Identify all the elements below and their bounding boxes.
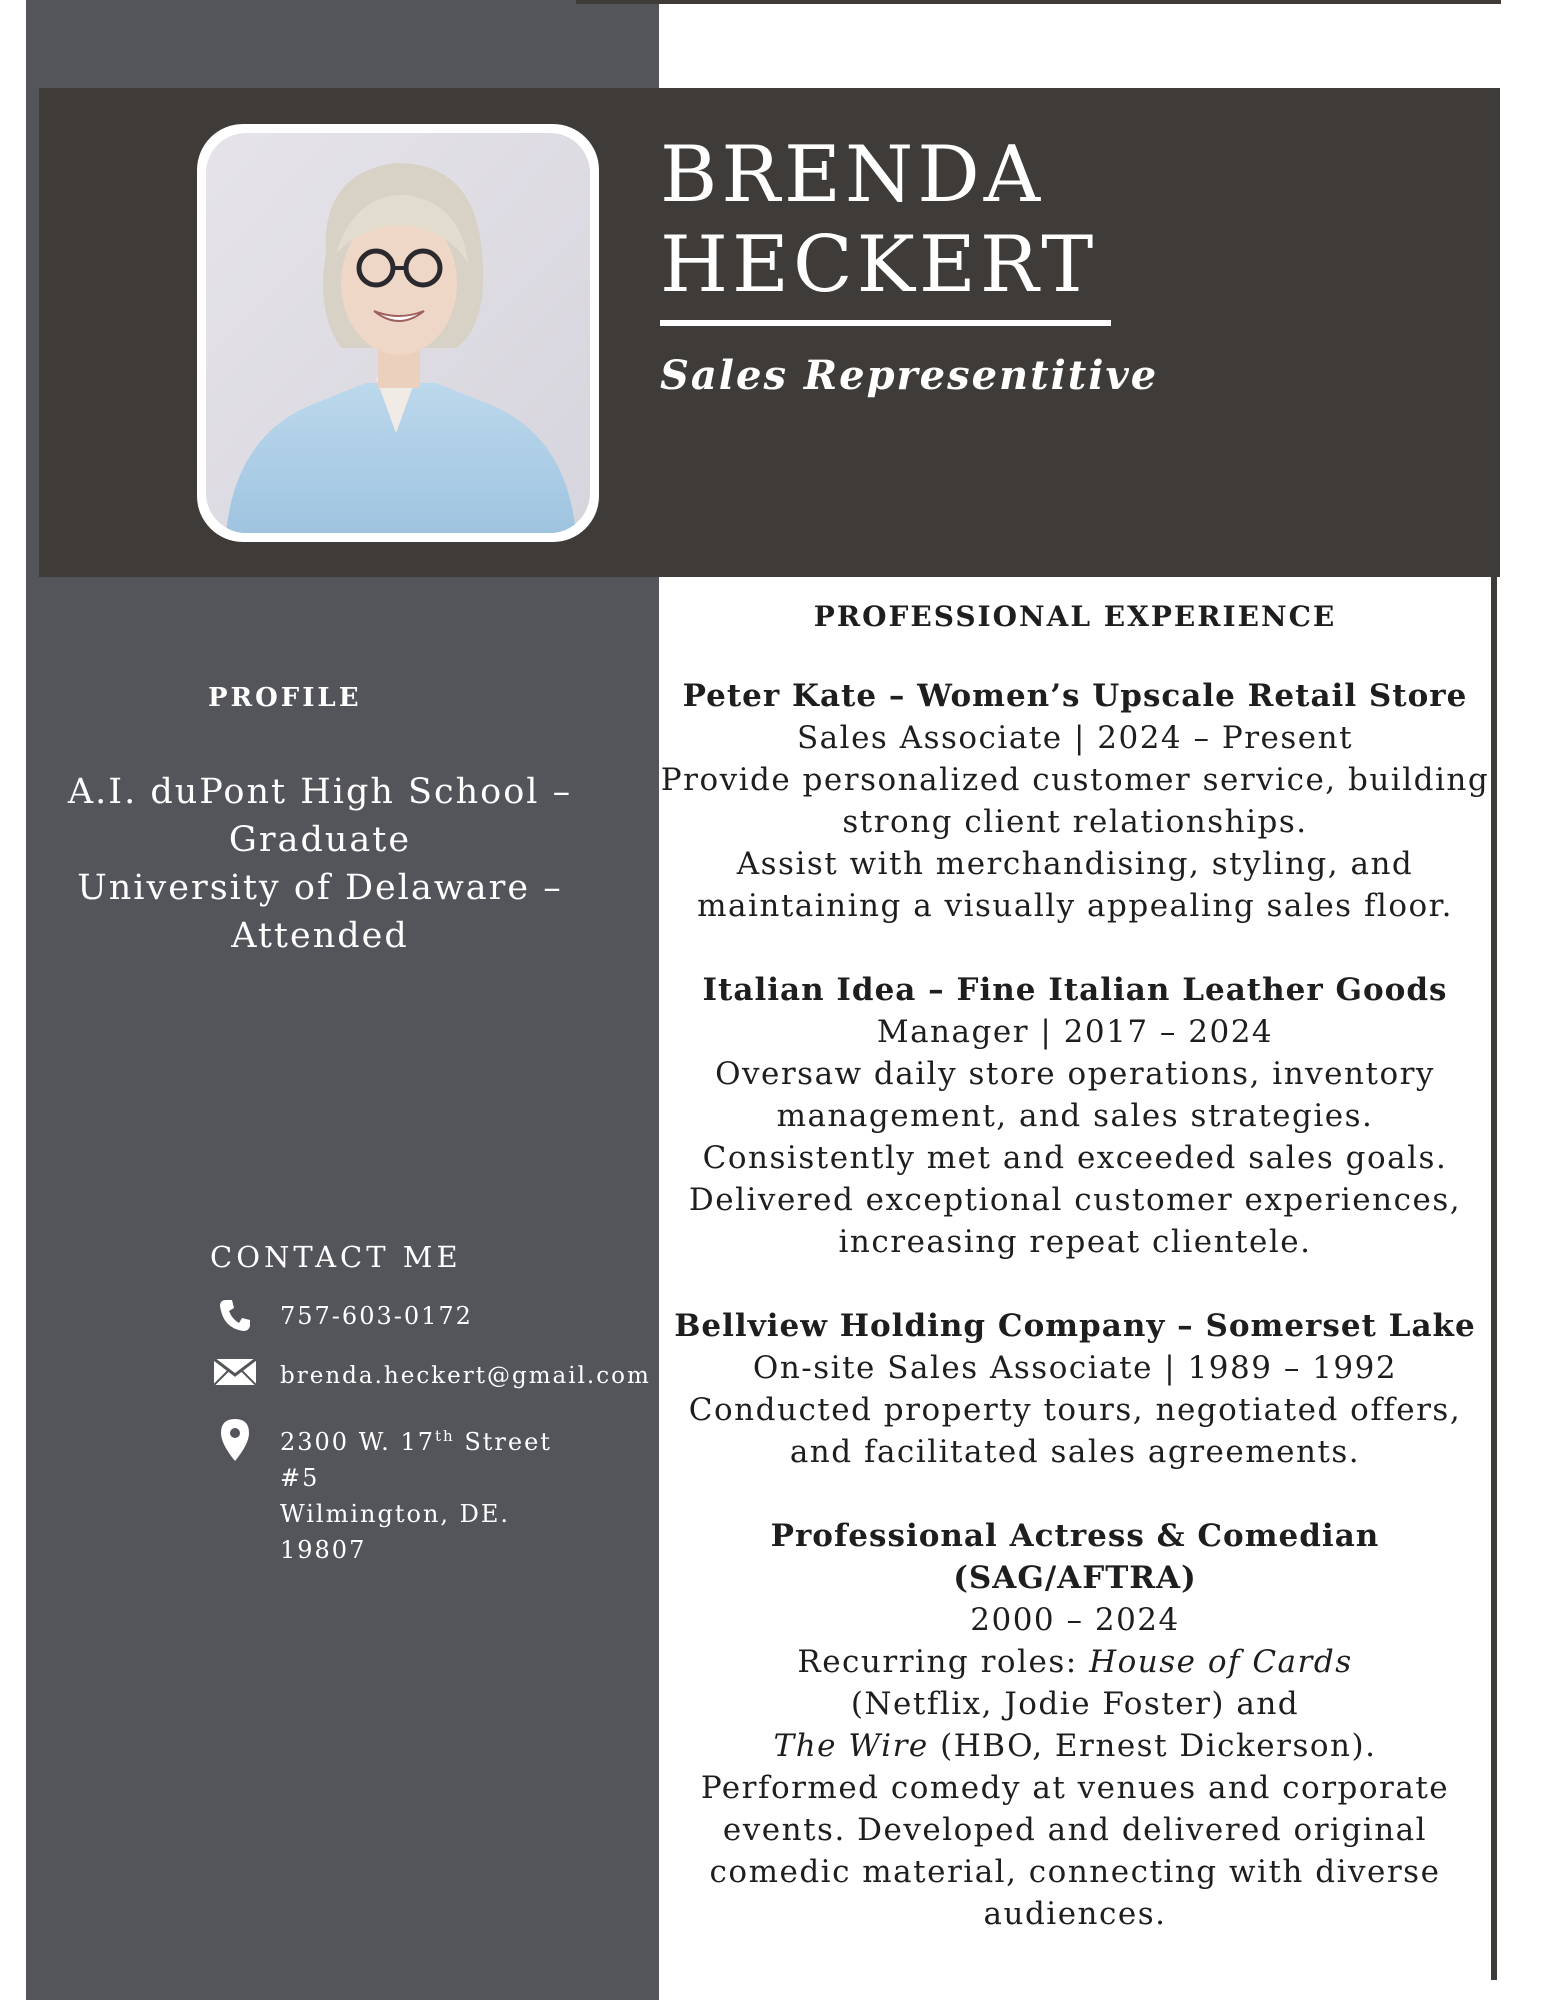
experience-section <box>660 600 1490 1977</box>
job-line: On-site Sales Associate | 1989 – 1992 <box>752 1350 1398 1386</box>
address-street: 2300 W. 17th Street <box>280 1427 552 1456</box>
job-line: Delivered exceptional customer experiences, <box>688 1182 1462 1218</box>
job-line: Provide personalized customer service, building <box>660 762 1490 798</box>
contact-email[interactable] <box>210 1358 651 1398</box>
job-line: Conducted property tours, negotiated offers, <box>688 1392 1462 1428</box>
right-rule <box>1491 575 1497 1980</box>
address-unit: #5 <box>280 1464 320 1492</box>
profile-line: University of Delaware – <box>77 868 563 908</box>
profile-line: Attended <box>231 916 409 956</box>
address-zip: 19807 <box>280 1536 367 1564</box>
profile-photo <box>206 133 590 533</box>
job-line: audiences. <box>983 1896 1167 1932</box>
show-title: The Wire <box>773 1728 929 1764</box>
address-city: Wilmington, DE. <box>280 1500 511 1528</box>
email-address[interactable]: brenda.heckert@gmail.com <box>280 1363 651 1389</box>
job-entry <box>660 1515 1490 1935</box>
job-roles-line: (Netflix, Jodie Foster) and <box>850 1686 1300 1722</box>
job-line: Assist with merchandising, styling, and <box>736 846 1414 882</box>
job-line: events. Developed and delivered original <box>722 1812 1428 1848</box>
job-employer: Peter Kate – Women’s Upscale Retail Store <box>682 678 1468 714</box>
show-title: House of Cards <box>1089 1644 1353 1680</box>
phone-number[interactable]: 757-603-0172 <box>280 1302 473 1330</box>
job-employer: Italian Idea – Fine Italian Leather Goods <box>702 972 1448 1008</box>
last-name: HECKERT <box>660 220 1098 310</box>
job-line: Sales Associate | 2024 – Present <box>796 720 1354 756</box>
map-pin-icon <box>210 1418 260 1458</box>
contact-address <box>210 1418 552 1568</box>
experience-heading: PROFESSIONAL EXPERIENCE <box>813 600 1337 633</box>
job-line: maintaining a visually appealing sales floor. <box>697 888 1453 924</box>
name-underline <box>660 320 1111 326</box>
job-line: strong client relationships. <box>842 804 1308 840</box>
job-line: management, and sales strategies. <box>776 1098 1374 1134</box>
full-name <box>660 130 1097 310</box>
profile-heading: PROFILE <box>208 683 362 713</box>
job-roles-line: The Wire (HBO, Ernest Dickerson). <box>773 1728 1377 1764</box>
profile-line: Graduate <box>228 820 412 860</box>
job-period: 2000 – 2024 <box>970 1602 1180 1638</box>
job-entry <box>660 1305 1490 1473</box>
job-entry <box>660 969 1490 1263</box>
job-line: Performed comedy at venues and corporate <box>700 1770 1450 1806</box>
job-line: Oversaw daily store operations, inventory <box>715 1056 1435 1092</box>
job-line: Consistently met and exceeded sales goals. <box>702 1140 1448 1176</box>
job-employer: Bellview Holding Company – Somerset Lake <box>674 1308 1476 1344</box>
phone-icon <box>210 1298 260 1338</box>
job-employer: Professional Actress & Comedian (SAG/AFTRA) <box>770 1518 1380 1596</box>
job-title: Sales Representitive <box>660 352 1159 399</box>
job-line: and facilitated sales agreements. <box>789 1434 1361 1470</box>
first-name: BRENDA <box>660 130 1045 220</box>
address <box>280 1418 552 1568</box>
job-line: increasing repeat clientele. <box>838 1224 1312 1260</box>
contact-phone[interactable] <box>210 1298 473 1338</box>
job-line: Manager | 2017 – 2024 <box>876 1014 1274 1050</box>
profile-text <box>40 768 600 960</box>
job-line: comedic material, connecting with diverse <box>709 1854 1441 1890</box>
job-entry <box>660 675 1490 927</box>
job-roles-line: Recurring roles: House of Cards <box>797 1644 1353 1680</box>
envelope-icon <box>210 1358 260 1398</box>
top-rule <box>576 0 1501 4</box>
profile-line: A.I. duPont High School – <box>67 772 573 812</box>
contact-heading: CONTACT ME <box>210 1240 462 1274</box>
